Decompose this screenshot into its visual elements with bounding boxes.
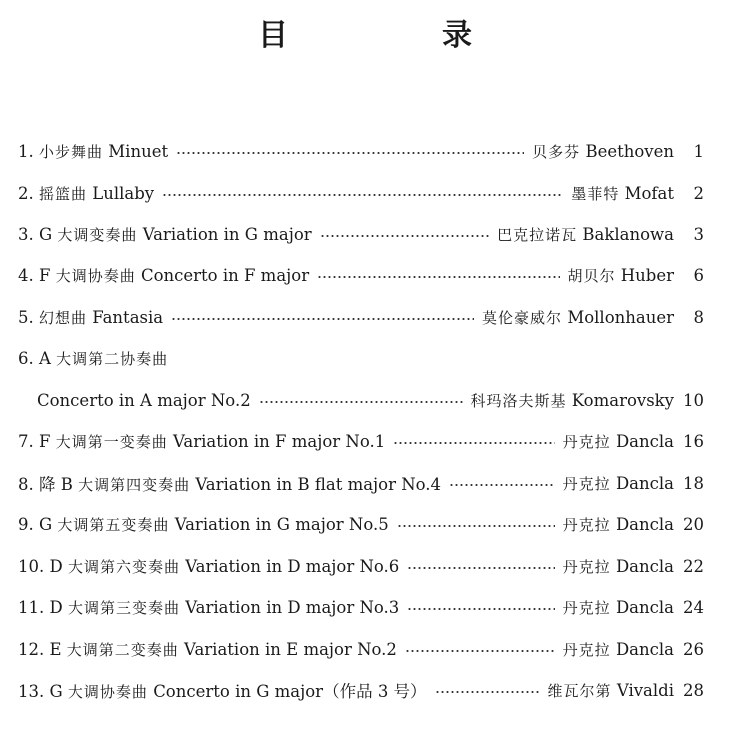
toc-title-zh: 大调第三变奏曲: [67, 598, 180, 617]
dot-leader: [317, 275, 559, 279]
composer-en: Dancla: [615, 597, 674, 617]
page-title: 目 录: [258, 18, 534, 53]
toc-composer: [497, 224, 674, 245]
composer-en: Dancla: [615, 514, 674, 534]
page-number: 2: [693, 183, 704, 203]
dot-leader: [449, 483, 555, 487]
toc-title: [18, 514, 389, 535]
composer-en: Dancla: [615, 473, 674, 493]
toc-title: [18, 183, 154, 204]
toc-number: 6. A: [18, 348, 51, 368]
toc-entry[interactable]: [18, 468, 704, 498]
dot-leader: [407, 566, 554, 570]
toc-title-zh: 大调第四变奏曲: [78, 476, 191, 494]
toc-composer: [482, 307, 674, 328]
toc-composer: [563, 514, 674, 535]
dot-leader: [171, 317, 474, 321]
composer-en: Baklanowa: [582, 224, 674, 244]
toc-title: [18, 597, 399, 618]
toc-number: 7. F: [18, 431, 51, 451]
toc-title: [37, 391, 251, 410]
toc-composer: [563, 597, 674, 618]
page-number: 6: [693, 265, 704, 285]
composer-en: Vivaldi: [616, 680, 674, 700]
toc-title-en: Fantasia: [92, 307, 164, 327]
composer-en: Mofat: [624, 183, 674, 203]
dot-leader: [320, 234, 489, 238]
composer-zh: 丹克拉: [562, 598, 611, 617]
toc-number: 12. E: [18, 639, 62, 659]
toc-entry[interactable]: [37, 385, 704, 415]
toc-entry[interactable]: [18, 426, 704, 456]
page-number: 10: [683, 390, 704, 410]
page-number: 22: [683, 556, 704, 576]
toc-number: 9. G: [18, 514, 53, 534]
toc-composer: [563, 473, 674, 494]
toc-title: [18, 471, 441, 495]
toc-title-zh: 大调第五变奏曲: [57, 515, 170, 534]
composer-zh: 丹克拉: [562, 432, 611, 451]
toc-title-zh: 大调第二协奏曲: [56, 349, 169, 368]
composer-zh: 巴克拉诺瓦: [497, 225, 578, 244]
page-number: 16: [683, 431, 704, 451]
toc-title-en: Concerto in F major: [140, 265, 310, 285]
toc-title-en: Lullaby: [92, 183, 155, 203]
toc-title-en: Concerto in A major No.2: [37, 390, 251, 410]
composer-zh: 科玛洛夫斯基: [470, 391, 567, 410]
toc-title-en: Variation in G major: [142, 224, 312, 244]
toc-entry[interactable]: [18, 136, 704, 166]
toc-title: [18, 224, 312, 245]
dot-leader: [393, 441, 554, 445]
toc-entry[interactable]: [18, 178, 704, 208]
toc-composer: [532, 141, 674, 162]
toc-title-en: Variation in D major No.6: [185, 556, 400, 576]
toc-composer: [563, 639, 674, 660]
dot-leader: [407, 607, 554, 611]
page-number: 20: [683, 514, 704, 534]
toc-entry[interactable]: [18, 302, 704, 332]
toc-title-zh: 小步舞曲: [39, 142, 104, 161]
composer-en: Dancla: [615, 556, 674, 576]
toc-entry[interactable]: [18, 634, 704, 664]
toc-number: 3. G: [18, 224, 53, 244]
toc-entry[interactable]: [18, 592, 704, 622]
dot-leader: [405, 649, 555, 653]
toc-entry[interactable]: [18, 260, 704, 290]
toc-entry[interactable]: [18, 551, 704, 581]
toc-title-zh: 大调第六变奏曲: [67, 557, 180, 576]
toc-number: 1.: [18, 141, 34, 161]
toc-title: [18, 556, 399, 577]
composer-en: Komarovsky: [571, 390, 674, 410]
composer-en: Beethoven: [585, 141, 674, 161]
toc-composer: [568, 265, 675, 286]
toc-title: [18, 678, 427, 702]
toc-title-zh: 大调第一变奏曲: [55, 432, 168, 451]
toc-title: [18, 431, 385, 452]
toc-title: [18, 348, 168, 369]
toc-title-zh: 大调协奏曲: [67, 683, 148, 701]
toc-title-en: Concerto in G major（作品 3 号）: [153, 682, 427, 701]
toc-title-en: Variation in G major No.5: [174, 514, 389, 534]
composer-zh: 丹克拉: [562, 557, 611, 576]
composer-zh: 维瓦尔第: [547, 681, 612, 700]
toc-composer: [571, 183, 674, 204]
page-number: 24: [683, 597, 704, 617]
page-number: 3: [693, 224, 704, 244]
toc-number: 5.: [18, 307, 34, 327]
composer-en: Dancla: [615, 639, 674, 659]
toc-title-en: Minuet: [108, 141, 169, 161]
toc-entry[interactable]: [18, 219, 704, 249]
toc-number: 10. D: [18, 556, 63, 576]
toc-title: [18, 141, 168, 162]
toc-title-zh: 大调协奏曲: [55, 266, 136, 285]
toc-title-zh: 大调变奏曲: [57, 225, 138, 244]
toc-number: 13. G: [18, 682, 63, 701]
toc-entry[interactable]: [18, 675, 704, 705]
toc-title-zh: 大调第二变奏曲: [66, 640, 179, 659]
toc-composer: [563, 556, 674, 577]
toc-number: 11. D: [18, 597, 63, 617]
toc-entry[interactable]: [18, 509, 704, 539]
dot-leader: [397, 524, 555, 528]
dot-leader: [176, 151, 524, 155]
dot-leader: [162, 193, 563, 197]
page-number: 18: [683, 473, 704, 493]
page-number: 8: [693, 307, 704, 327]
toc-title-zh: 摇篮曲: [39, 184, 88, 203]
composer-en: Mollonhauer: [567, 307, 674, 327]
toc-composer: [563, 431, 674, 452]
page-number: 1: [693, 141, 704, 161]
composer-en: Dancla: [615, 431, 674, 451]
toc-title-en: Variation in B flat major No.4: [195, 475, 442, 494]
toc-title: [18, 265, 309, 286]
composer-zh: 莫伦豪威尔: [482, 308, 563, 327]
page-number: 26: [683, 639, 704, 659]
toc-title-zh: 幻想曲: [39, 308, 88, 327]
composer-en: Huber: [620, 265, 674, 285]
dot-leader: [259, 400, 463, 404]
toc-composer: [548, 680, 674, 701]
composer-zh: 丹克拉: [562, 515, 611, 534]
toc-title: [18, 307, 163, 328]
composer-zh: 贝多芬: [532, 142, 581, 161]
toc-title: [18, 639, 397, 660]
toc-number: 8. 降 B: [18, 475, 73, 494]
toc-title-en: Variation in F major No.1: [172, 431, 386, 451]
toc-composer: [471, 390, 675, 411]
composer-zh: 胡贝尔: [567, 266, 616, 285]
toc-number: 4. F: [18, 265, 51, 285]
toc-number: 2.: [18, 183, 34, 203]
dot-leader: [435, 690, 540, 694]
composer-zh: 墨菲特: [571, 184, 620, 203]
composer-zh: 丹克拉: [562, 474, 611, 493]
toc-entry[interactable]: [18, 343, 704, 373]
page-number: 28: [683, 680, 704, 700]
toc-title-en: Variation in D major No.3: [185, 597, 400, 617]
composer-zh: 丹克拉: [562, 640, 611, 659]
toc-title-en: Variation in E major No.2: [184, 639, 397, 659]
